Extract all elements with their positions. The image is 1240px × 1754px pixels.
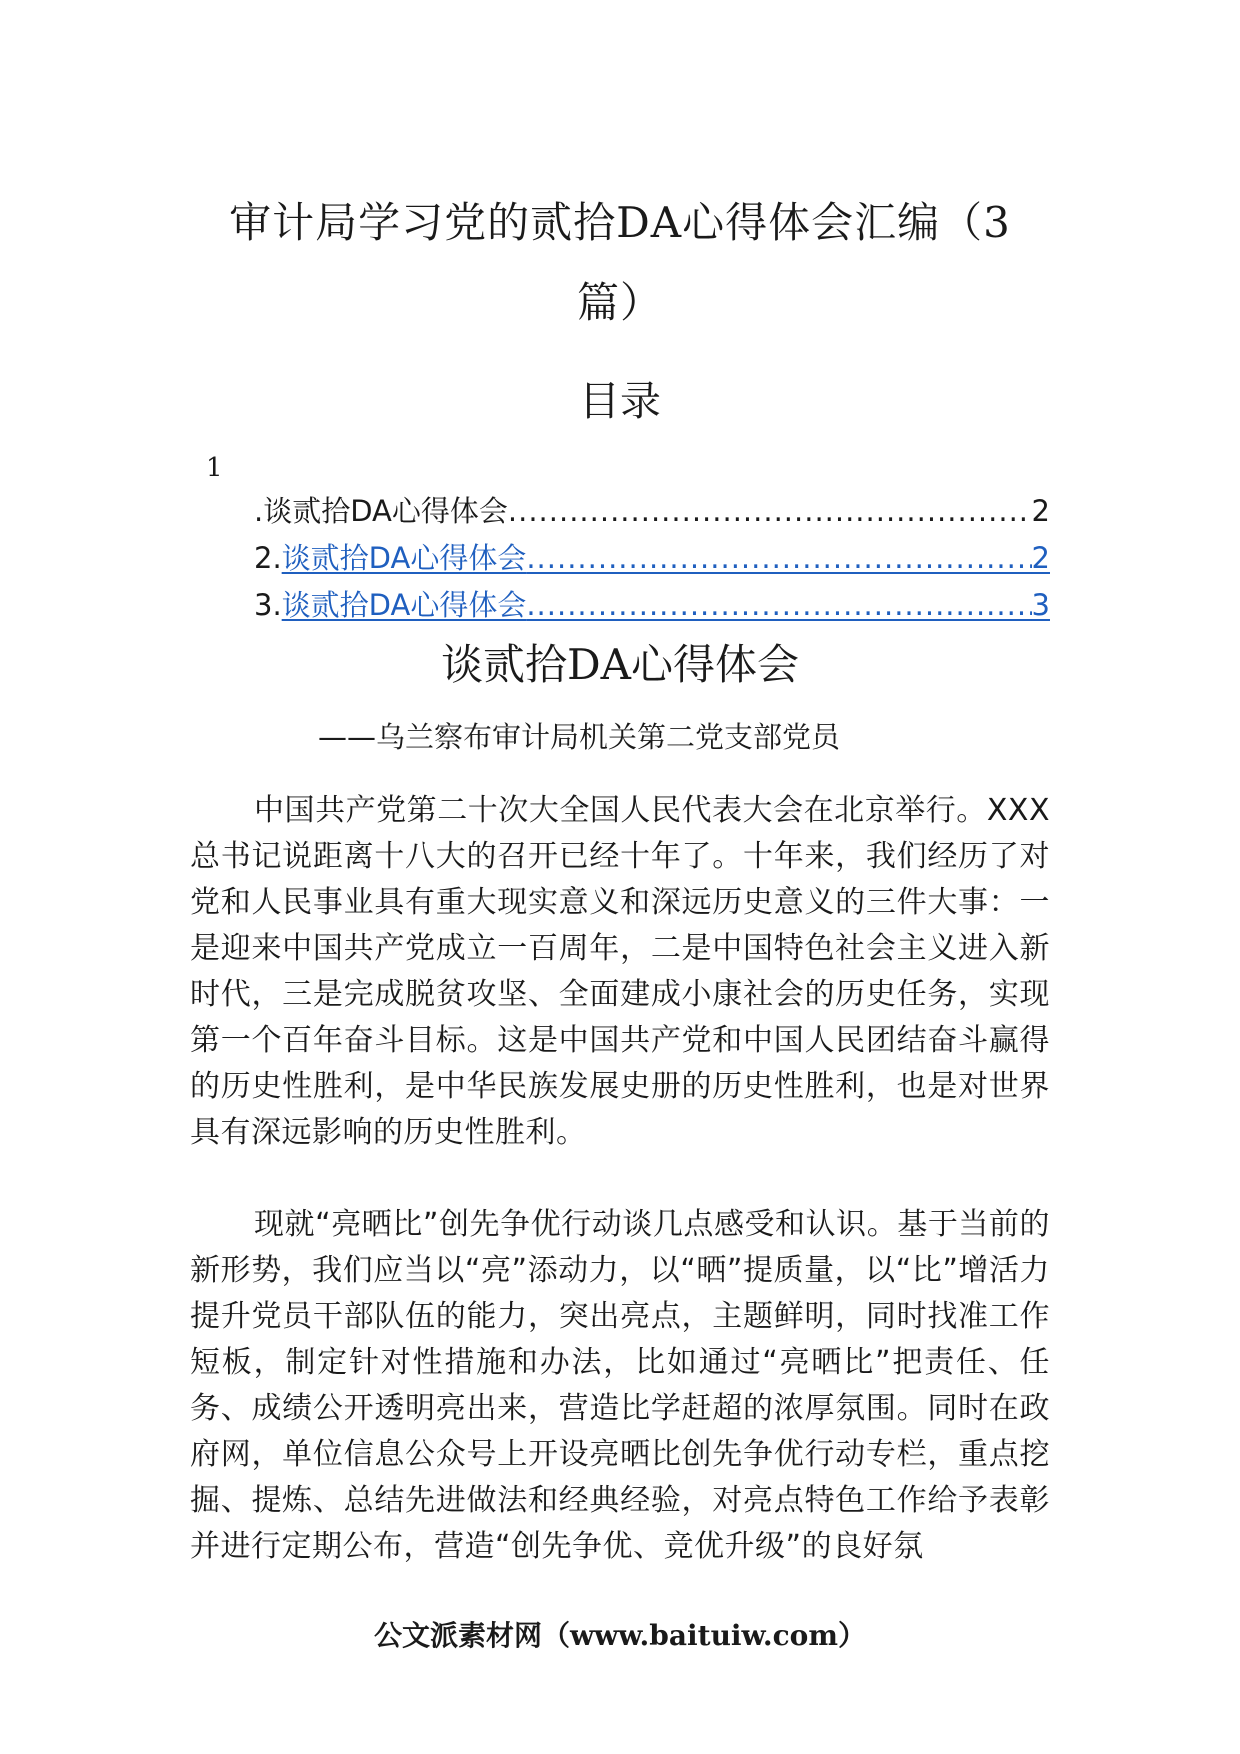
article-paragraph-1: 中国共产党第二十次大全国人民代表大会在北京举行。XXX总书记说距离十八大的召开已经十年了。十年来，我们经历了对党和人民事业具有重大现实意义和深远历史意义的三件大事：一是迎来中国共产党成立一百周年，二是中国特色社会主义进入新时代，三是完成脱贫攻坚、全面建成小康社会的历史任务，实现第一个百年奋斗目标。这是中国共产党和中国人民团结奋斗赢得的历史性胜利，是中华民族发展史册的历史性胜利，也是对世界具有深远影响的历史性胜利。 bbox=[190, 793, 1050, 1150]
toc-entry-page: 2 bbox=[1031, 494, 1050, 528]
toc-stray-number: 1 bbox=[206, 453, 223, 483]
article-byline: ——乌兰察布审计局机关第二党支部党员 bbox=[318, 720, 841, 754]
toc-entry-page: 3 bbox=[1031, 588, 1050, 622]
toc-leader-dots bbox=[526, 535, 1031, 581]
document-title-line1: 审计局学习党的贰拾DA心得体会汇编（3 bbox=[229, 198, 1011, 247]
article-paragraph-2: 现就“亮晒比”创先争优行动谈几点感受和认识。基于当前的新形势，我们应当以“亮”添动力，以“晒”提质量，以“比”增活力提升党员干部队伍的能力，突出亮点，主题鲜明，同时找准工作短板，制定针对性措施和办法，比如通过“亮晒比”把责任、任务、成绩公开透明亮出来，营造比学赶超的浓厚氛围。同时在政府网，单位信息公众号上开设亮晒比创先争优行动专栏，重点挖掘、提炼、总结先进做法和经典经验，对亮点特色工作给予表彰并进行定期公布，营造“创先争优、竞优升级”的良好氛 bbox=[190, 1207, 1050, 1564]
toc-entry-label: 谈贰拾DA心得体会 bbox=[281, 541, 527, 575]
toc-heading: 目录 bbox=[579, 377, 661, 425]
toc-entry-2[interactable] bbox=[254, 535, 1050, 581]
toc-entry-link[interactable] bbox=[263, 488, 1050, 534]
article-title: 谈贰拾DA心得体会 bbox=[440, 640, 799, 689]
page-footer-watermark: 公文派素材网（www.baituiw.com） bbox=[374, 1619, 866, 1652]
document-title-line2: 篇） bbox=[576, 278, 663, 327]
toc-entry-number: 2. bbox=[254, 541, 282, 575]
toc-entry-number: 3. bbox=[254, 588, 282, 622]
toc-leader-dots bbox=[508, 488, 1032, 534]
toc-entry-label: 谈贰拾DA心得体会 bbox=[263, 494, 508, 528]
toc-entry-label: 谈贰拾DA心得体会 bbox=[281, 588, 527, 622]
toc-entry-link[interactable] bbox=[282, 535, 1050, 581]
toc-entry-number: . bbox=[254, 494, 264, 528]
toc-entry-page: 2 bbox=[1031, 541, 1050, 575]
toc-entry-1[interactable] bbox=[254, 488, 1050, 534]
